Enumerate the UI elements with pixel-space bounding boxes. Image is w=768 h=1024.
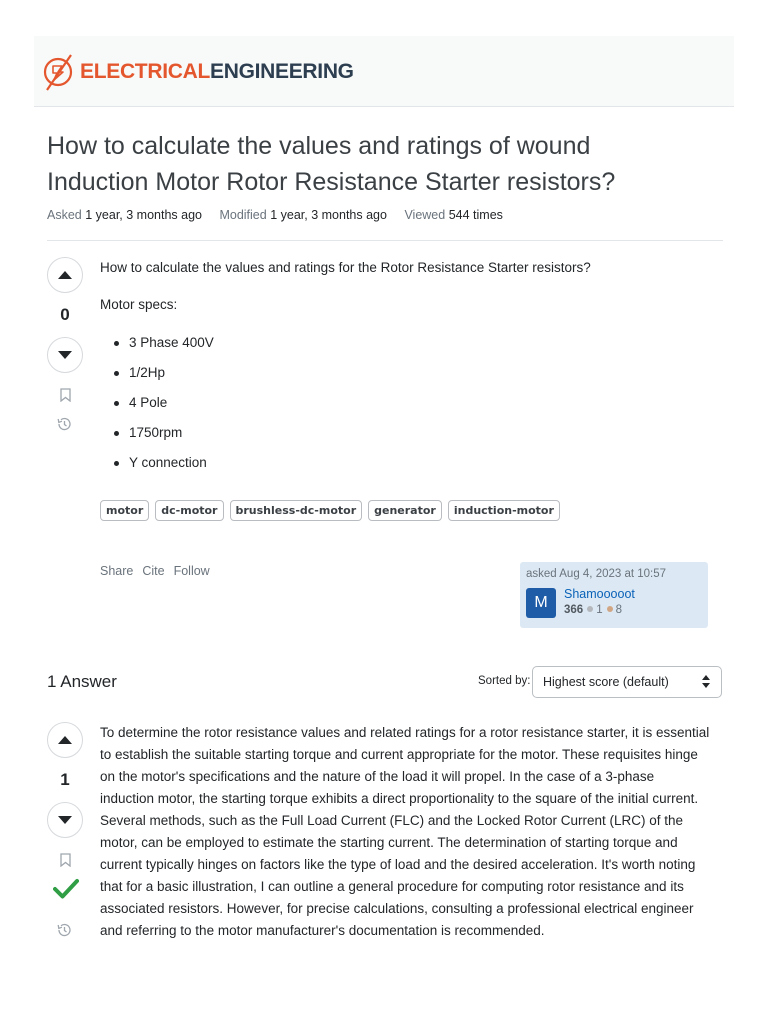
logo-mark-icon xyxy=(42,52,76,92)
logo-text-engineering: ENGINEERING xyxy=(210,60,354,83)
specs-label: Motor specs: xyxy=(100,297,178,312)
question-body xyxy=(100,257,591,279)
question-downvote-button[interactable] xyxy=(47,337,83,373)
sort-select-value: Highest score (default) xyxy=(543,675,669,689)
answer-body: To determine the rotor resistance values and related ratings for a rotor resistance starter, it is essential to establish the suitable starting torque and current appropriate for the motor. These requisites hinge on the motor's specifications and the nature of the load it will propel. In the case of a 3-phase induction motor, the starting torque exhibits a direct proportionality to the square of the initial current. Several methods, such as the Full Load Current (FLC) and the Locked Rotor Current (LRC) of the motor, can be employed to estimate the starting current. The determination of starting torque and current typically hinges on factors like the type of load and the desired acceleration. It's worth noting that for a basic illustration, I can outline a general procedure for computing rotor resistance and its associated resistors. However, for precise calculations, consulting a professional electrical engineer and referring to the motor manufacturer's documentation is recommended. xyxy=(100,725,710,938)
asked-timestamp[interactable]: asked Aug 4, 2023 at 10:57 xyxy=(526,568,667,580)
downvote-arrow-icon xyxy=(58,351,72,359)
viewed-label: Viewed xyxy=(404,208,446,222)
bookmark-icon xyxy=(60,388,71,402)
answer-score: 1 xyxy=(60,770,70,789)
header-divider xyxy=(47,240,723,241)
tag-brushless-dc-motor[interactable]: brushless-dc-motor xyxy=(230,500,363,521)
tag-dc-motor[interactable]: dc-motor xyxy=(155,500,223,521)
list-item: 4 Pole xyxy=(114,392,214,422)
bronze-badge-count: 8 xyxy=(615,604,622,616)
accepted-answer-check xyxy=(53,878,79,900)
history-icon xyxy=(56,416,72,432)
author-card xyxy=(520,562,708,628)
asked-label: Asked xyxy=(47,208,82,222)
bronze-badge-icon xyxy=(607,606,613,612)
checkmark-icon xyxy=(53,878,79,900)
list-item: 1/2Hp xyxy=(114,362,214,392)
modified-value[interactable]: 1 year, 3 months ago xyxy=(270,208,387,222)
tag-list xyxy=(100,500,560,521)
question-title[interactable]: How to calculate the values and ratings of wound Induction Motor Rotor Resistance Starter resistors? xyxy=(47,132,616,196)
answers-heading: 1 Answer xyxy=(47,672,117,691)
question-meta xyxy=(47,208,517,222)
silver-badge-count: 1 xyxy=(596,604,603,616)
list-item: Y connection xyxy=(114,452,214,482)
cite-link[interactable]: Cite xyxy=(142,564,165,578)
site-header xyxy=(34,36,734,107)
answer-upvote-button[interactable] xyxy=(47,722,83,758)
question-score: 0 xyxy=(60,305,70,324)
question-intro: How to calculate the values and ratings for the Rotor Resistance Starter resistors? xyxy=(100,260,591,275)
sort-select[interactable] xyxy=(532,666,722,698)
bookmark-icon xyxy=(60,853,71,867)
question-history-button[interactable] xyxy=(56,416,72,432)
viewed-value: 544 times xyxy=(448,208,503,222)
site-logo[interactable] xyxy=(42,52,354,92)
modified-label: Modified xyxy=(219,208,267,222)
page-frame xyxy=(34,36,734,990)
select-arrows-icon xyxy=(702,675,710,688)
upvote-arrow-icon xyxy=(58,271,72,279)
specs-list xyxy=(114,332,214,482)
question-specs-heading xyxy=(100,294,177,316)
author-reputation xyxy=(564,604,622,616)
follow-link[interactable]: Follow xyxy=(173,564,210,578)
avatar[interactable]: M xyxy=(526,588,556,618)
tag-generator[interactable]: generator xyxy=(368,500,442,521)
answer-bookmark-button[interactable] xyxy=(57,852,73,868)
share-link[interactable]: Share xyxy=(100,564,134,578)
author-name-link[interactable]: Shamooooot xyxy=(564,587,635,601)
answer-history-button[interactable] xyxy=(56,922,72,938)
question-bookmark-button[interactable] xyxy=(57,387,73,403)
answer-downvote-button[interactable] xyxy=(47,802,83,838)
list-item: 3 Phase 400V xyxy=(114,332,214,362)
sort-label: Sorted by: xyxy=(478,675,531,687)
logo-text-electrical: ELECTRICAL xyxy=(80,60,210,83)
tag-induction-motor[interactable]: induction-motor xyxy=(448,500,560,521)
question-upvote-button[interactable] xyxy=(47,257,83,293)
post-actions xyxy=(100,564,210,578)
list-item: 1750rpm xyxy=(114,422,214,452)
silver-badge-icon xyxy=(587,606,593,612)
downvote-arrow-icon xyxy=(58,816,72,824)
history-icon xyxy=(56,922,72,938)
reputation-score: 366 xyxy=(564,604,584,616)
asked-value: 1 year, 3 months ago xyxy=(85,208,202,222)
upvote-arrow-icon xyxy=(58,736,72,744)
tag-motor[interactable]: motor xyxy=(100,500,149,521)
